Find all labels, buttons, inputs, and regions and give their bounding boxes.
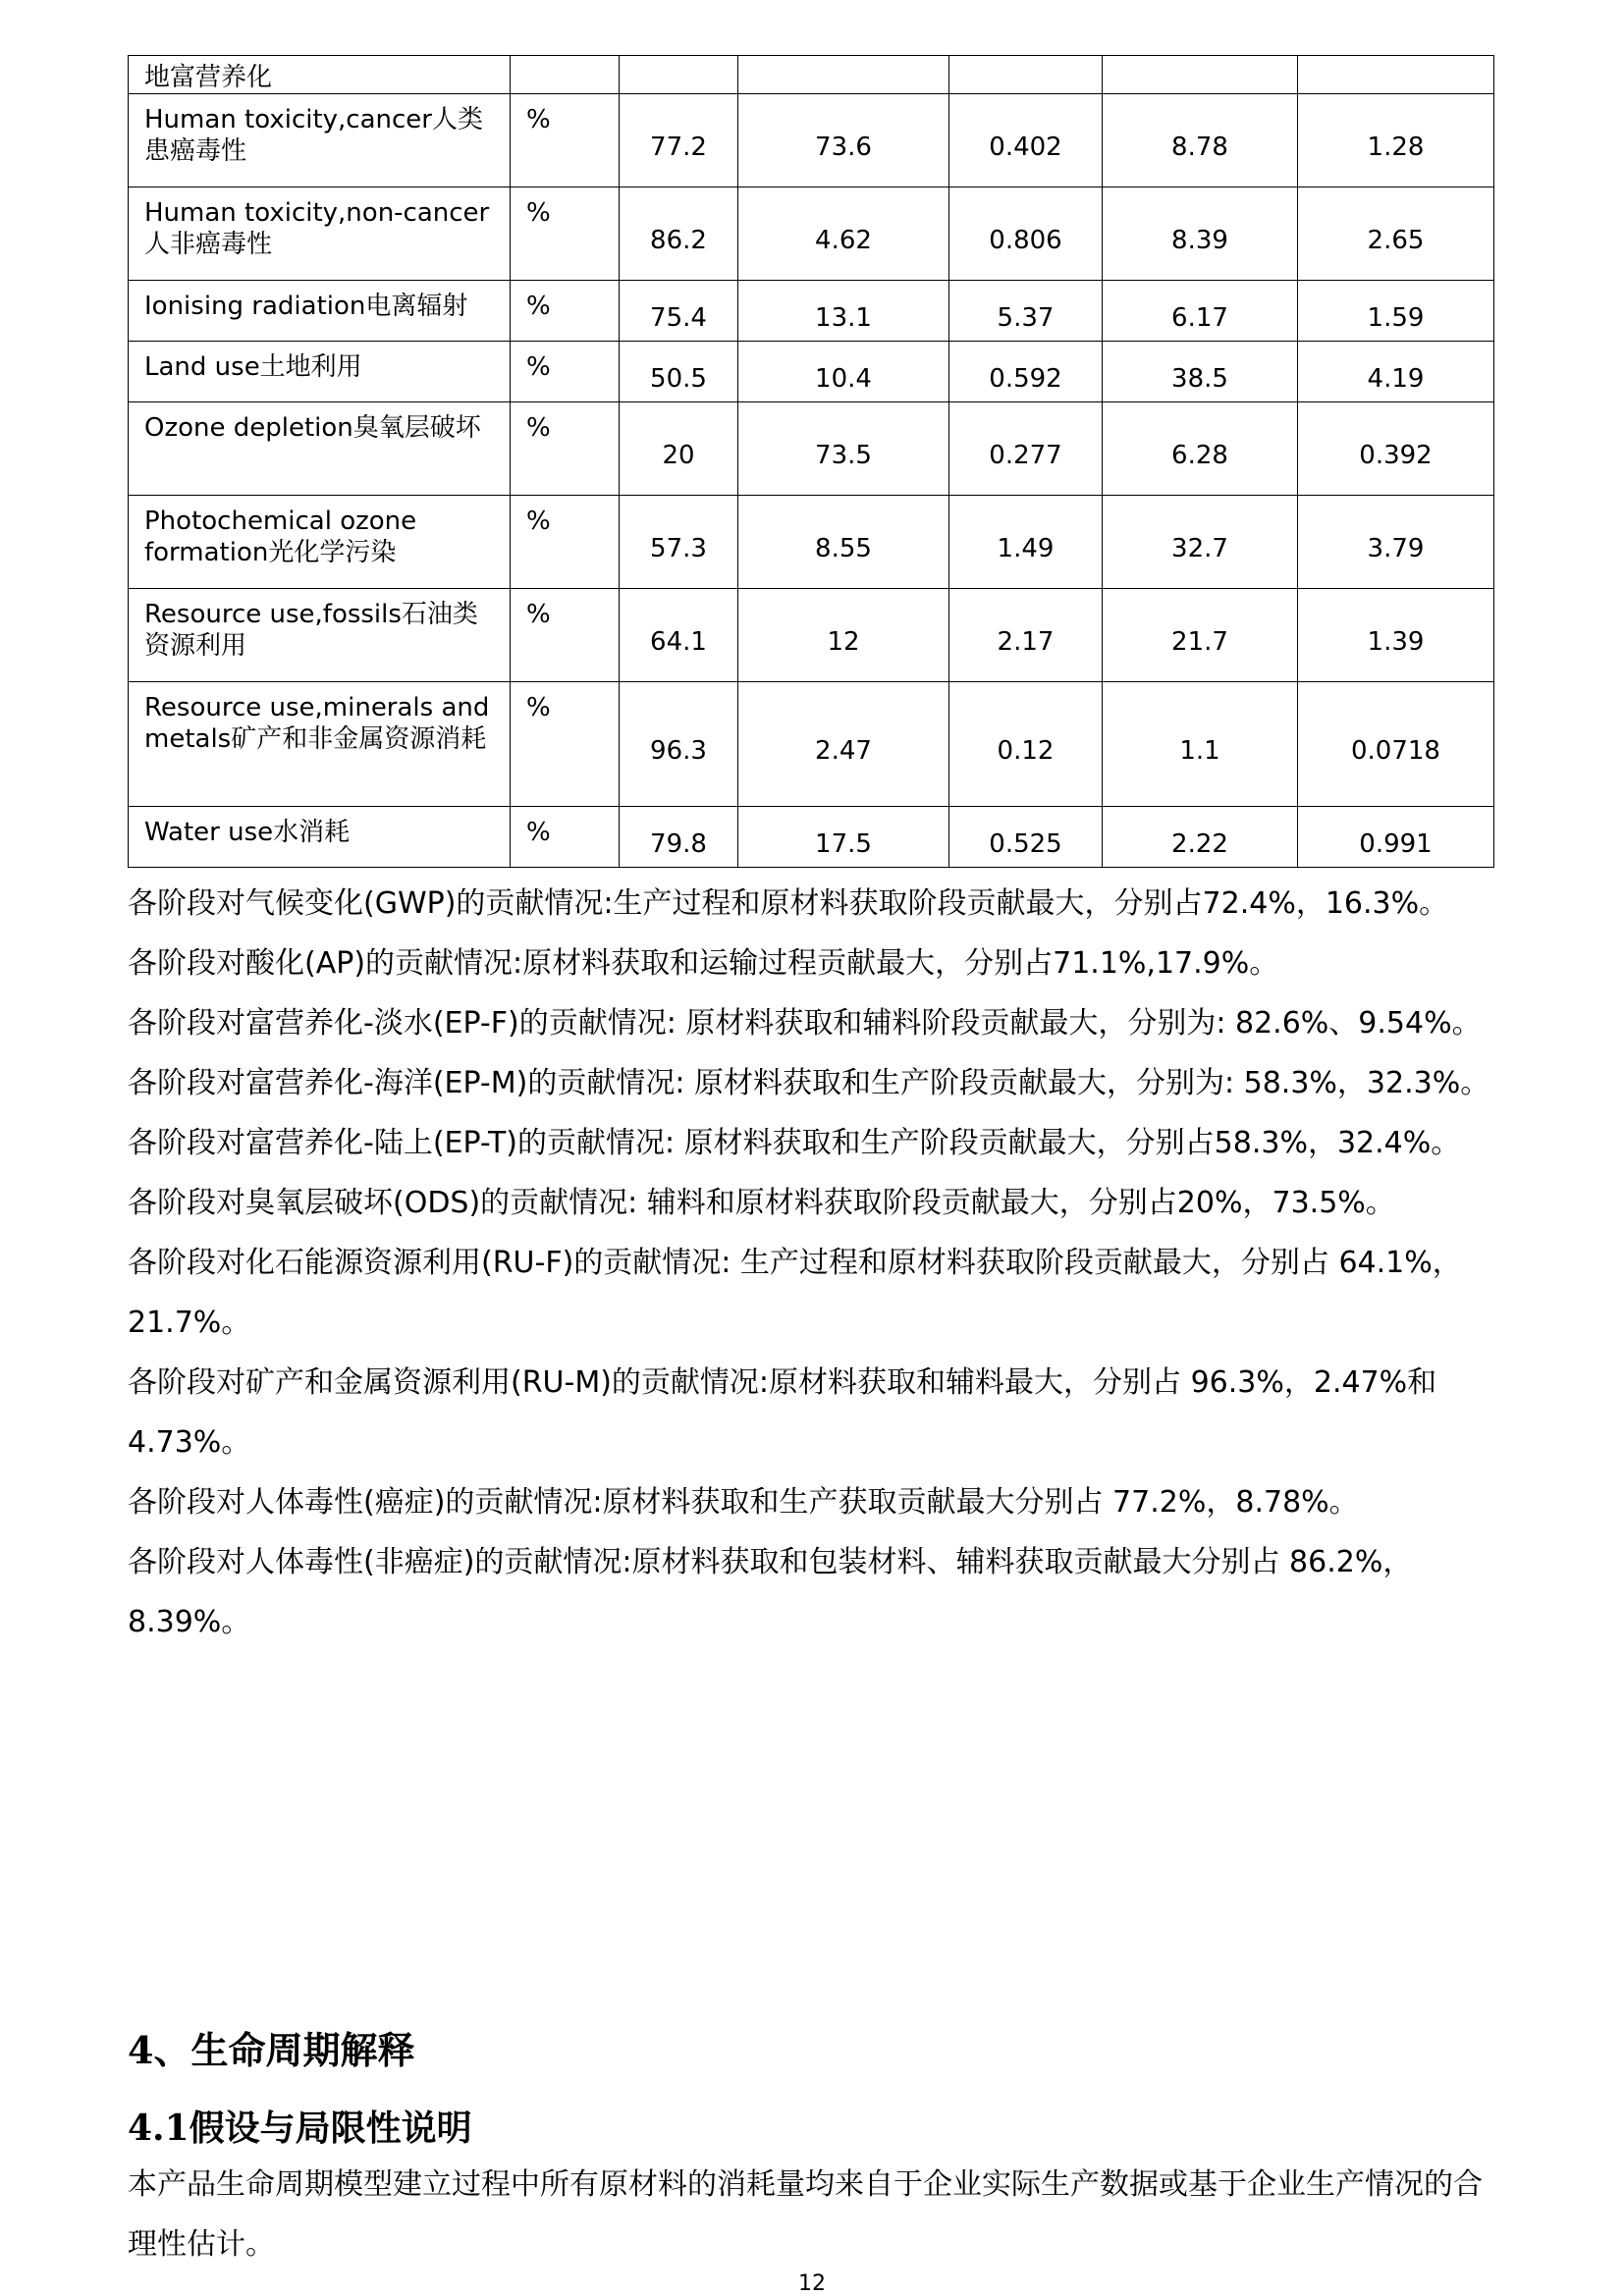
value-cell: 8.55 xyxy=(738,496,949,589)
unit-cell: % xyxy=(511,187,620,281)
value-cell: 2.65 xyxy=(1298,187,1494,281)
value-cell: 0.392 xyxy=(1298,402,1494,496)
value-cell: 0.806 xyxy=(949,187,1103,281)
section-title: 4、生命周期解释 xyxy=(128,2028,415,2072)
value-cell: 1.1 xyxy=(1103,682,1298,807)
impact-category-cell: Ozone depletion臭氧层破坏 xyxy=(129,402,511,496)
value-cell: 38.5 xyxy=(1103,342,1298,402)
analysis-paragraph: 各阶段对臭氧层破坏(ODS)的贡献情况: 辅料和原材料获取阶段贡献最大，分别占20%，73.5%。 xyxy=(128,1186,1395,1220)
analysis-paragraph: 各阶段对化石能源资源利用(RU-F)的贡献情况: 生产过程和原材料获取阶段贡献最大，分别占 64.1%，21.7%。 xyxy=(128,1246,1462,1340)
table-body xyxy=(129,56,1494,868)
unit-cell: % xyxy=(511,496,620,589)
unit-cell: % xyxy=(511,807,620,868)
analysis-paragraph: 各阶段对富营养化-海洋(EP-M)的贡献情况: 原材料获取和生产阶段贡献最大，分别为: 58.3%，32.3%。 xyxy=(128,1066,1490,1100)
impact-category-cell: Water use水消耗 xyxy=(129,807,511,868)
value-cell: 12 xyxy=(738,589,949,682)
value-cell: 8.39 xyxy=(1103,187,1298,281)
value-cell: 75.4 xyxy=(620,281,738,342)
value-cell xyxy=(1298,56,1494,94)
value-cell: 8.78 xyxy=(1103,94,1298,187)
table-row xyxy=(129,94,1494,187)
value-cell: 20 xyxy=(620,402,738,496)
value-cell: 50.5 xyxy=(620,342,738,402)
value-cell: 0.525 xyxy=(949,807,1103,868)
value-cell: 64.1 xyxy=(620,589,738,682)
value-cell: 21.7 xyxy=(1103,589,1298,682)
value-cell: 1.49 xyxy=(949,496,1103,589)
value-cell: 0.277 xyxy=(949,402,1103,496)
analysis-paragraph: 各阶段对富营养化-陆上(EP-T)的贡献情况: 原材料获取和生产阶段贡献最大，分别占58.3%，32.4%。 xyxy=(128,1126,1461,1160)
table-row xyxy=(129,682,1494,807)
impact-category-cell: Human toxicity,non-cancer人非癌毒性 xyxy=(129,187,511,281)
table-row xyxy=(129,342,1494,402)
value-cell xyxy=(620,56,738,94)
impact-category-cell: 地富营养化 xyxy=(129,56,511,94)
analysis-paragraph: 各阶段对矿产和金属资源利用(RU-M)的贡献情况:原材料获取和辅料最大，分别占 96.3%，2.47%和 4.73%。 xyxy=(128,1365,1437,1460)
impact-category-cell: Resource use,minerals and metals矿产和非金属资源消耗 xyxy=(129,682,511,807)
value-cell: 0.991 xyxy=(1298,807,1494,868)
value-cell: 86.2 xyxy=(620,187,738,281)
value-cell: 6.28 xyxy=(1103,402,1298,496)
analysis-paragraph: 各阶段对人体毒性(非癌症)的贡献情况:原材料获取和包装材料、辅料获取贡献最大分别占 86.2%，8.39%。 xyxy=(128,1545,1413,1639)
value-cell: 4.19 xyxy=(1298,342,1494,402)
unit-cell: % xyxy=(511,589,620,682)
analysis-paragraph: 各阶段对酸化(AP)的贡献情况:原材料获取和运输过程贡献最大，分别占71.1%,17.9%。 xyxy=(128,946,1279,981)
page-number: 12 xyxy=(798,2271,826,2296)
value-cell: 73.6 xyxy=(738,94,949,187)
unit-cell xyxy=(511,56,620,94)
value-cell: 2.22 xyxy=(1103,807,1298,868)
table-row xyxy=(129,589,1494,682)
value-cell: 2.17 xyxy=(949,589,1103,682)
value-cell: 0.12 xyxy=(949,682,1103,807)
table-row xyxy=(129,807,1494,868)
value-cell: 10.4 xyxy=(738,342,949,402)
impact-category-cell: Human toxicity,cancer人类患癌毒性 xyxy=(129,94,511,187)
analysis-paragraph: 各阶段对富营养化-淡水(EP-F)的贡献情况: 原材料获取和辅料阶段贡献最大，分别为: 82.6%、9.54%。 xyxy=(128,1006,1482,1041)
value-cell: 96.3 xyxy=(620,682,738,807)
impact-category-cell: Photochemical ozone formation光化学污染 xyxy=(129,496,511,589)
value-cell: 0.592 xyxy=(949,342,1103,402)
value-cell: 1.39 xyxy=(1298,589,1494,682)
value-cell: 1.59 xyxy=(1298,281,1494,342)
value-cell: 32.7 xyxy=(1103,496,1298,589)
analysis-paragraphs xyxy=(128,874,1502,1652)
value-cell: 57.3 xyxy=(620,496,738,589)
unit-cell: % xyxy=(511,342,620,402)
value-cell: 13.1 xyxy=(738,281,949,342)
value-cell: 73.5 xyxy=(738,402,949,496)
table-row xyxy=(129,187,1494,281)
table-row xyxy=(129,496,1494,589)
value-cell: 6.17 xyxy=(1103,281,1298,342)
impact-category-cell: Ionising radiation电离辐射 xyxy=(129,281,511,342)
value-cell: 3.79 xyxy=(1298,496,1494,589)
table-row xyxy=(129,281,1494,342)
value-cell xyxy=(1103,56,1298,94)
impact-category-cell: Resource use,fossils石油类资源利用 xyxy=(129,589,511,682)
unit-cell: % xyxy=(511,94,620,187)
analysis-paragraph: 各阶段对人体毒性(癌症)的贡献情况:原材料获取和生产获取贡献最大分别占 77.2%，8.78%。 xyxy=(128,1485,1359,1520)
subsection-title: 4.1假设与局限性说明 xyxy=(128,2108,472,2149)
unit-cell: % xyxy=(511,682,620,807)
table-row xyxy=(129,402,1494,496)
value-cell: 77.2 xyxy=(620,94,738,187)
value-cell: 79.8 xyxy=(620,807,738,868)
table-row xyxy=(129,56,1494,94)
impact-category-cell: Land use土地利用 xyxy=(129,342,511,402)
value-cell: 0.402 xyxy=(949,94,1103,187)
impact-contribution-table xyxy=(128,55,1494,868)
closing-paragraph: 本产品生命周期模型建立过程中所有原材料的消耗量均来自于企业实际生产数据或基于企业生产情况的合理性估计。 xyxy=(128,2167,1483,2262)
value-cell xyxy=(949,56,1103,94)
unit-cell: % xyxy=(511,281,620,342)
value-cell: 17.5 xyxy=(738,807,949,868)
analysis-paragraph: 各阶段对气候变化(GWP)的贡献情况:生产过程和原材料获取阶段贡献最大，分别占72.4%，16.3%。 xyxy=(128,886,1449,921)
value-cell: 2.47 xyxy=(738,682,949,807)
unit-cell: % xyxy=(511,402,620,496)
closing-paragraph-block xyxy=(128,2155,1502,2274)
value-cell: 4.62 xyxy=(738,187,949,281)
value-cell: 1.28 xyxy=(1298,94,1494,187)
value-cell: 0.0718 xyxy=(1298,682,1494,807)
value-cell xyxy=(738,56,949,94)
value-cell: 5.37 xyxy=(949,281,1103,342)
